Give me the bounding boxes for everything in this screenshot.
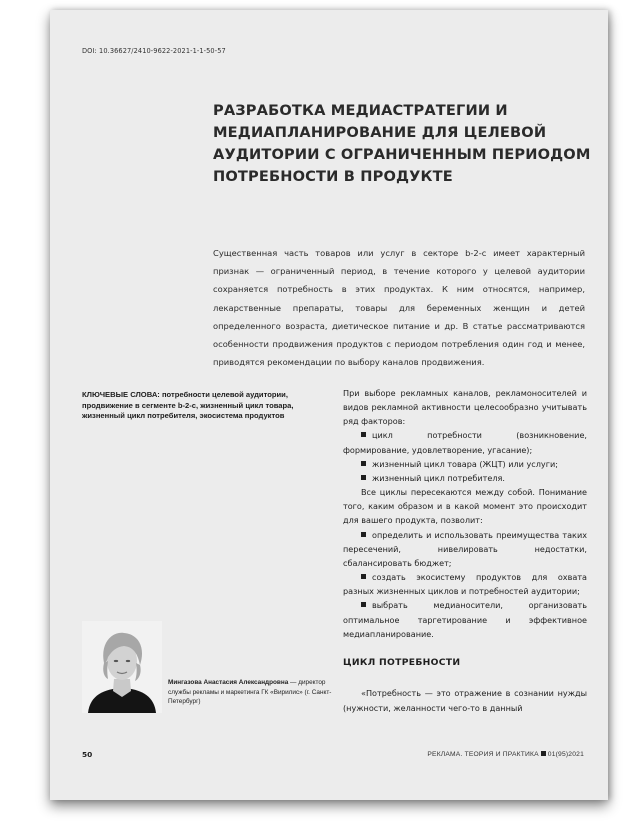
square-bullet-icon <box>361 475 366 480</box>
author-role: — директор службы рекламы и маркетинга ГК «Вирилис» (г. Санкт-Петербург) <box>168 679 332 706</box>
journal-page <box>50 10 608 800</box>
keywords <box>82 390 322 422</box>
page-number: 50 <box>82 750 93 759</box>
article-title: РАЗРАБОТКА МЕДИАСТРАТЕГИИ И МЕДИАПЛАНИРОВАНИЕ ДЛЯ ЦЕЛЕВОЙ АУДИТОРИИ С ОГРАНИЧЕННЫМ ПЕРИОДОМ ПОТРЕБНОСТИ В ПРОДУКТЕ <box>213 102 591 185</box>
list-item: определить и использовать преимущества таких пересечений, нивелировать недостатки, сбалансировать бюджет; <box>343 529 587 568</box>
abstract: Существенная часть товаров или услуг в секторе b-2-c имеет характерный признак — ограниченный период, в течение которого у целевой аудитории сохраняется потребность в этих продуктах. К ним относятся, например, лекарственные препараты, товары для беременных женщин и детей определенного возраста, диетическое питание и др. В статье рассматриваются особенности продвижения продуктов с периодом потребления один год и менее, приводятся рекомендации по выбору каналов продвижения. <box>213 248 585 368</box>
journal-issue: 01(95)2021 <box>547 751 584 758</box>
author-portrait-icon <box>82 621 162 713</box>
keywords-label: КЛЮЧЕВЫЕ СЛОВА: <box>82 390 160 399</box>
square-bullet-icon <box>361 602 366 607</box>
keywords-text: потребности целевой аудитории, продвижение в сегменте b-2-c, жизненный цикл товара, жизненный цикл потребителя, экосистема продуктов <box>82 390 294 421</box>
list-item: создать экосистему продуктов для охвата разных жизненных циклов и потребностей аудитории; <box>343 572 587 597</box>
author-name: Мингазова Анастасия Александровна <box>168 679 289 686</box>
square-bullet-icon <box>361 574 366 579</box>
journal-footer <box>427 751 584 758</box>
body-column <box>343 386 587 641</box>
doi-line: DOI: 10.36627/2410-9622-2021-1-1-50-57 <box>82 47 226 55</box>
journal-name: РЕКЛАМА. ТЕОРИЯ И ПРАКТИКА <box>427 751 539 758</box>
author-info <box>168 678 336 707</box>
square-separator-icon <box>541 751 546 756</box>
section-text: «Потребность — это отражение в сознании нужды (нужности, желанности чего-то в данный <box>343 688 587 713</box>
list-item: выбрать медианосители, организовать оптимальное таргетирование и эффективное медиапланирование. <box>343 600 587 639</box>
author-photo <box>82 621 162 713</box>
square-bullet-icon <box>361 432 366 437</box>
square-bullet-icon <box>361 461 366 466</box>
body-cycles: Все циклы пересекаются между собой. Понимание того, каким образом и в какой момент это происходит для вашего продукта, позволит: <box>343 487 587 526</box>
list-item: жизненный цикл товара (ЖЦТ) или услуги; <box>343 457 587 471</box>
list-item: жизненный цикл потребителя. <box>343 471 587 485</box>
list-item: цикл потребности (возникновение, формирование, удовлетворение, угасание); <box>343 430 587 455</box>
section-heading: ЦИКЛ ПОТРЕБНОСТИ <box>343 657 461 668</box>
square-bullet-icon <box>361 532 366 537</box>
body-intro: При выборе рекламных каналов, рекламоносителей и видов рекламной активности целесообразно учитывать ряд факторов: <box>343 388 587 427</box>
